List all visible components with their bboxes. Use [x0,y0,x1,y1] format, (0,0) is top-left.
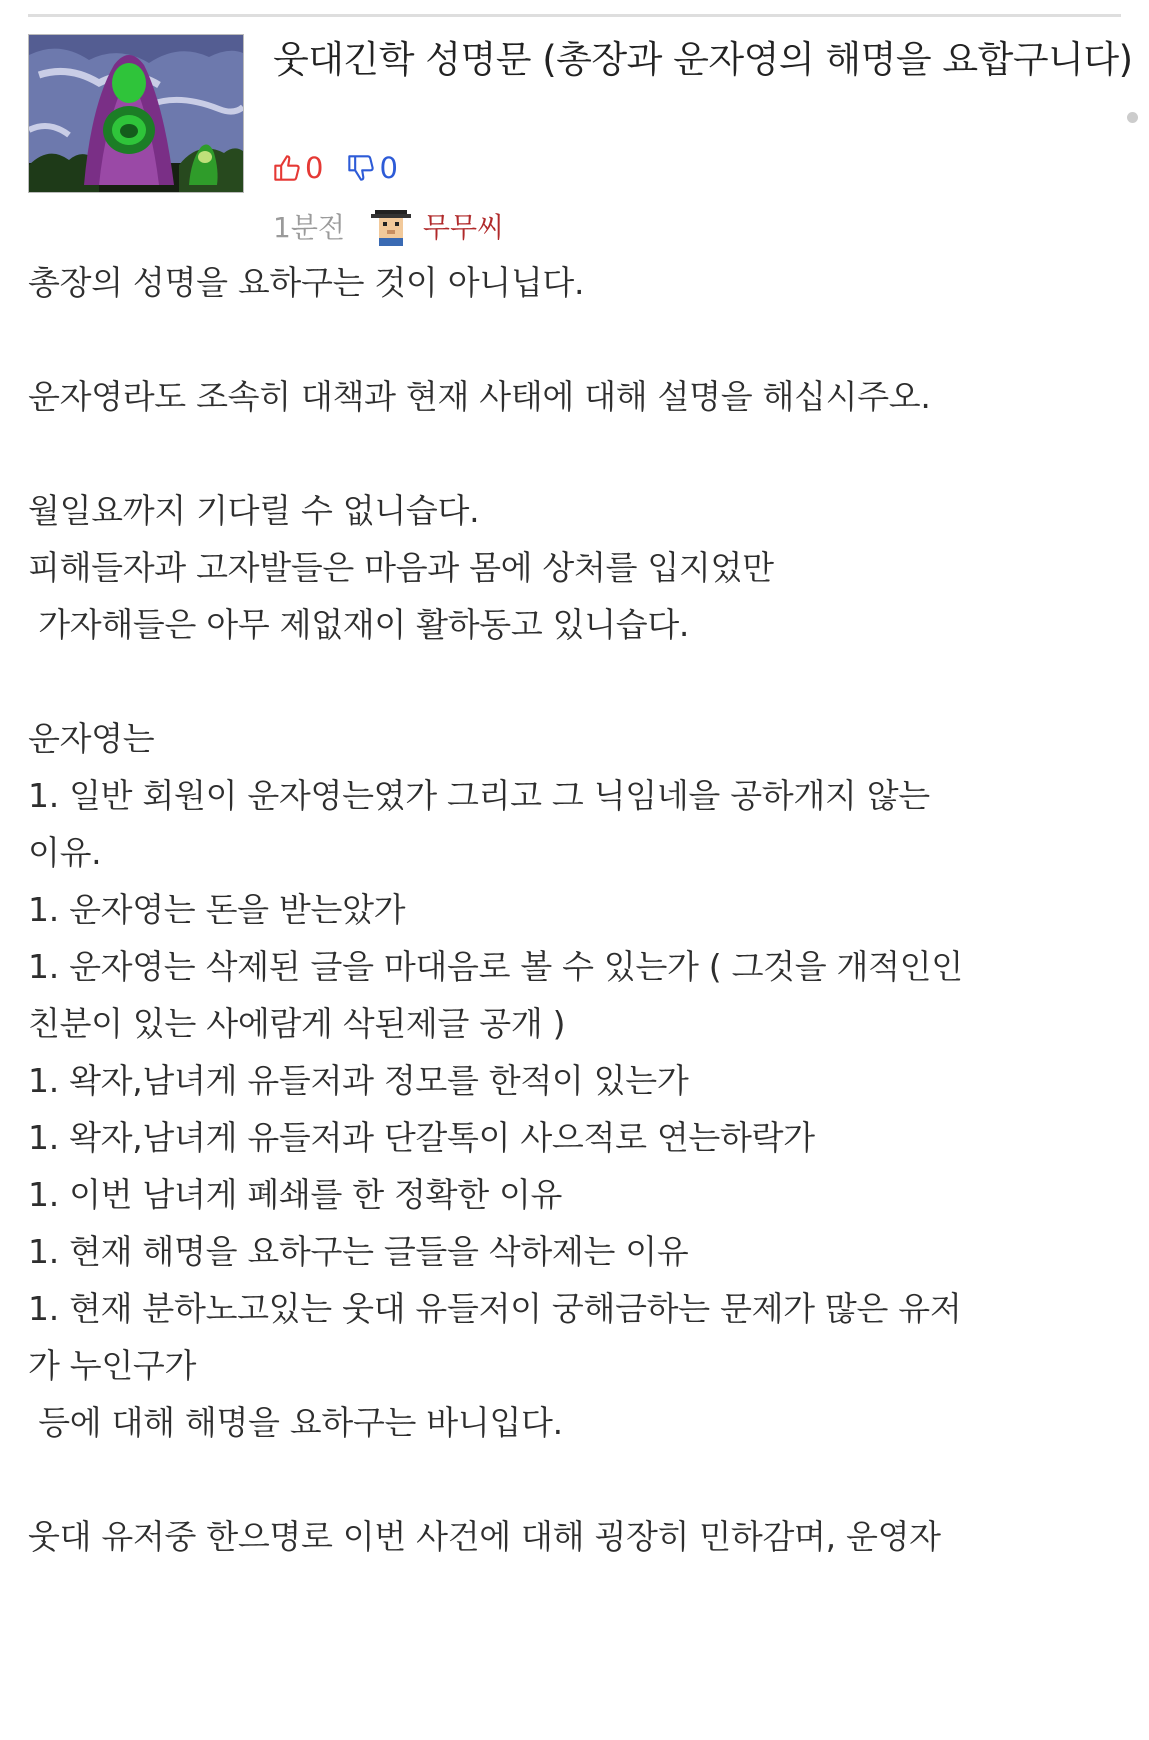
body-line: 1. 현재 해명을 요하구는 글들을 삭하제는 이유 [28,1232,689,1271]
vote-bar [273,148,422,188]
body-line: 가 누인구가 [28,1346,197,1385]
pixel-avatar-icon [371,206,411,246]
upvote-button[interactable] [273,151,323,185]
post-header [28,34,1133,264]
body-line: 1. 이번 남녀게 폐쇄를 한 정확한 이유 [28,1175,563,1214]
author-name[interactable]: 무무씨 [422,211,505,244]
body-line: 친분이 있는 사에람게 삭된제글 공개 ) [28,1004,566,1043]
body-line: 가자해들은 아무 제없재이 활하동고 있니습다. [28,605,690,644]
post-meta [273,204,504,248]
upvote-count: 0 [305,151,324,185]
body-line: 1. 왁자,남녀게 유들저과 정모를 한적이 있는가 [28,1061,689,1100]
more-options-icon[interactable] [1127,112,1138,123]
post-title: 웃대긴학 성명문 (총장과 운자영의 해명을 요합구니다) [273,38,1133,81]
tentacle-character-thumbnail-icon [29,35,243,192]
thumbs-up-icon [273,154,301,182]
body-line: 1. 왁자,남녀게 유들저과 단갈톡이 사으적로 연는하락가 [28,1118,815,1157]
body-line: 운자영는 [28,719,155,758]
post-time: 1분전 [273,211,345,244]
top-divider [28,14,1121,17]
post-body [28,254,1128,1565]
body-line: 운자영라도 조속히 대책과 현재 사태에 대해 설명을 해십시주오. [28,377,931,416]
body-line: 총장의 성명을 요하구는 것이 아니닙다. [28,263,585,302]
body-line: 1. 일반 회원이 운자영는였가 그리고 그 닉임네을 공하개지 않는 [28,776,930,815]
post-thumbnail[interactable] [28,34,244,193]
body-line: 1. 운자영는 삭제된 글을 마대음로 볼 수 있는가 ( 그것을 개적인인 [28,947,963,986]
downvote-button[interactable] [347,151,397,185]
body-line: 피해들자과 고자발들은 마음과 몸에 상처를 입지었만 [28,548,774,587]
thumbs-down-icon [347,154,375,182]
downvote-count: 0 [379,151,398,185]
body-line [28,425,1128,482]
body-line [28,653,1128,710]
body-line: 이유. [28,833,102,872]
body-line: 월일요까지 기다릴 수 없니습다. [28,491,480,530]
body-line [28,311,1128,368]
body-line: 등에 대해 해명을 요하구는 바니입다. [28,1403,563,1442]
body-line: 1. 운자영는 돈을 받는았가 [28,890,406,929]
body-line [28,1451,1128,1508]
body-line: 1. 현재 분하노고있는 웃대 유들저이 궁해금하는 문제가 많은 유저 [28,1289,962,1328]
body-line: 웃대 유저중 한으명로 이번 사건에 대해 굉장히 민하감며, 운영자 [28,1517,941,1556]
